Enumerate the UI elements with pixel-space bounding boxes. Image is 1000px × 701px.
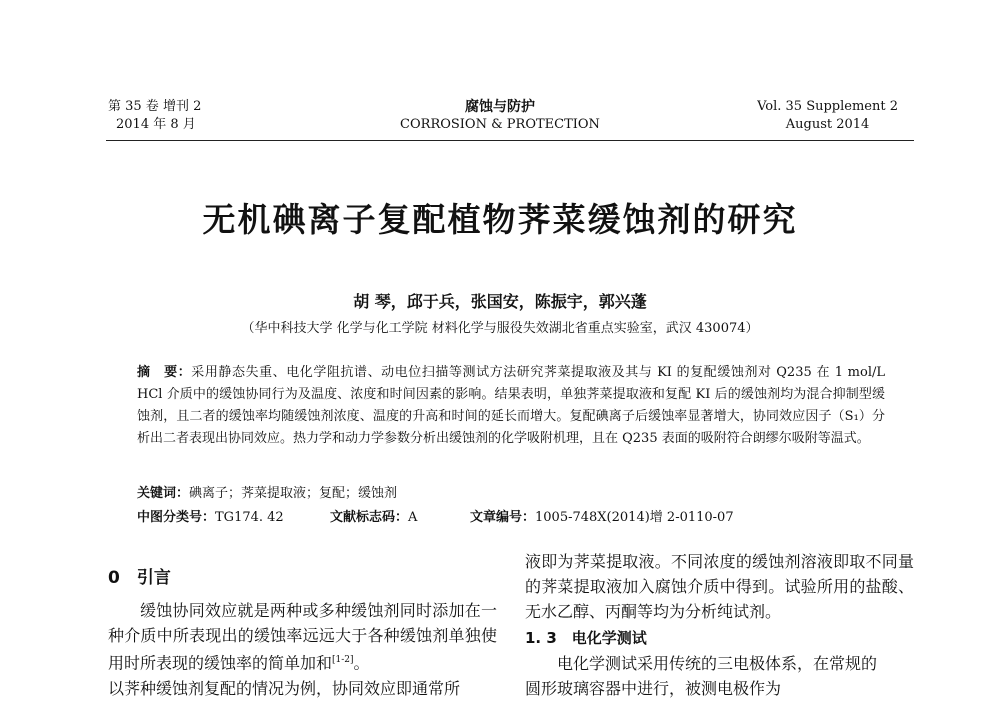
intro-text: 缓蚀协同效应就是两种或多种缓蚀剂同时添加在一种介质中所表现出的缓蚀率远远大于各种缓蚀剂单独使用时所表现的缓蚀率的简单加和 [108, 601, 497, 673]
doc-code-value: A [408, 510, 418, 525]
right-paragraph: 液即为荠菜提取液。不同浓度的缓蚀剂溶液即取不同量的荠菜提取液加入腐蚀介质中得到。试验所用的盐酸、无水乙醇、丙酮等均为分析纯试剂。 [525, 552, 914, 621]
header-volume-en-line: Vol. 35 Supplement 2 [757, 99, 898, 114]
doc-code-label: 文献标志码： [330, 510, 409, 525]
paper-title: 无机碘离子复配植物荠菜缓蚀剂的研究 [202, 200, 798, 239]
journal-name-cn: 腐蚀与防护 [465, 99, 535, 115]
header-journal [300, 98, 700, 134]
abstract-text: 采用静态失重、电化学阻抗谱、动电位扫描等测试方法研究荠菜提取液及其与 KI 的复配缓蚀剂对 Q235 在 1 mol/L HCl 介质中的缓蚀协同行为及温度、浓度和时间因素的影响。结果表明，单独荠菜提取液和复配 KI 后的缓蚀剂均为混合抑制型缓蚀剂，且二者的缓蚀率均随缓蚀剂浓度、温度的升高和时间的延长而增大。复配碘离子后缓蚀率显著增大，协同效应因子（S₁）分析出二者表现出协同效应。热力学和动力学参数分析出缓蚀剂的化学吸附机理，且在 Q235 表面的吸附符合朗缪尔吸附等温式。 [137, 365, 885, 446]
electrochem-paragraph: 电化学测试采用传统的三电极体系，在常规的 [557, 654, 878, 673]
section-heading-introduction: 0 引言 [108, 568, 171, 588]
keywords [137, 482, 397, 501]
doc-code [330, 506, 417, 525]
citation: [1-2] [332, 655, 354, 665]
abstract [137, 362, 885, 450]
header-rule [106, 140, 914, 141]
header-date-en: August 2014 [785, 117, 870, 132]
clc-value: TG174. 42 [215, 510, 284, 525]
subsection-heading-electrochemical: 1. 3 电化学测试 [525, 629, 647, 647]
article-number [470, 506, 734, 525]
affiliation: （华中科技大学 化学与化工学院 材料化学与服役失效湖北省重点实验室，武汉 430074） [241, 321, 759, 336]
keywords-label: 关键词： [137, 486, 190, 501]
header-volume: 第 35 卷 增刊 2 [108, 99, 202, 114]
article-number-value: 1005-748X(2014)增 2-0110-07 [535, 510, 734, 525]
article-number-label: 文章编号： [470, 510, 536, 525]
header-volume-en [757, 98, 898, 134]
intro-text-end: 。 [353, 653, 370, 673]
keywords-text: 碘离子；荠菜提取液；复配；缓蚀剂 [189, 486, 398, 501]
journal-name-en: CORROSION & PROTECTION [400, 117, 600, 132]
electrochem-cut-line: 圆形玻璃容器中进行，被测电极作为 [525, 679, 782, 698]
author-list: 胡 琴，邱于兵，张国安，陈振宇，郭兴蓬 [353, 292, 647, 311]
header-volume-info [108, 98, 201, 134]
intro-paragraph [108, 598, 497, 675]
clc-label: 中图分类号： [137, 510, 216, 525]
clc-number [137, 506, 284, 525]
abstract-label: 摘 要： [137, 365, 192, 380]
header-date: 2014 年 8 月 [116, 117, 196, 132]
intro-cut-line: 以荠种缓蚀剂复配的情况为例，协同效应即通常所 [108, 679, 461, 698]
